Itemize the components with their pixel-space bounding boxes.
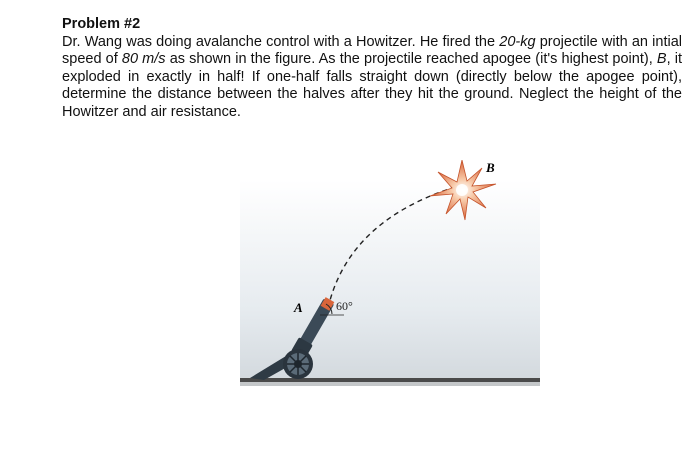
problem-body	[62, 34, 682, 122]
body-text-part-2: projectile with an intial speed of	[62, 33, 682, 67]
point-b-label: B	[486, 160, 495, 175]
mass-value: 20-kg	[499, 33, 536, 50]
body-text-part-4: , it exploded in exactly in half! If one-half falls straight down (directly below the apogee point), determine the distance between the halves after they hit the ground. Neglect the height of the Howitzer and air resistance.	[62, 51, 682, 120]
figure-background	[240, 180, 540, 380]
problem-title: Problem #2	[62, 16, 141, 32]
howitzer-figure	[240, 160, 540, 400]
body-text-part-3: as shown in the figure. As the projectile reached apogee (it's highest point),	[165, 51, 657, 67]
problem-statement	[62, 16, 682, 121]
speed-value: 80 m/s	[121, 51, 166, 67]
launch-angle-label: 60°	[336, 299, 353, 313]
apogee-label: B	[656, 51, 667, 67]
body-text-part-1: Dr. Wang was doing avalanche control with a Howitzer. He fired the	[62, 33, 500, 50]
ground-line	[240, 378, 540, 382]
howitzer-diagram	[240, 160, 540, 400]
point-a-label: A	[294, 300, 303, 315]
ground-shadow	[240, 382, 540, 386]
